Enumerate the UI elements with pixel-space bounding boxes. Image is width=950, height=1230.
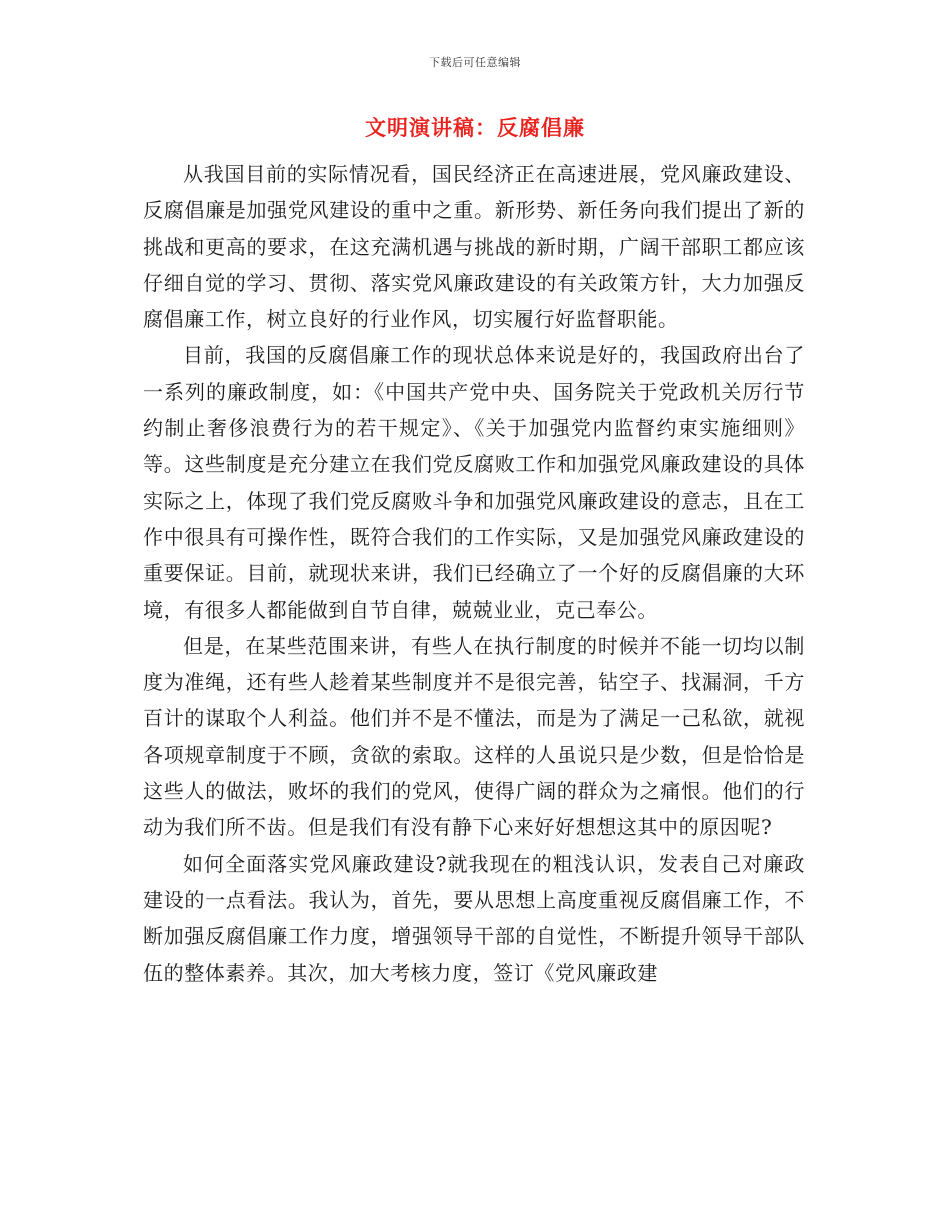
paragraph-4: 如何全面落实党风廉政建设?就我现在的粗浅认识，发表自己对廉政建设的一点看法。我认为，首先，要从思想上高度重视反腐倡廉工作，不断加强反腐倡廉工作力度，增强领导干部的自觉性，不断提升领导干部队伍的整体素养。其次，加大考核力度，签订《党风廉政建 bbox=[143, 851, 805, 985]
document-title: 文明演讲稿：反腐倡廉 bbox=[365, 115, 585, 140]
paragraph-3: 但是，在某些范围来讲，有些人在执行制度的时候并不能一切均以制度为准绳，还有些人趁着某些制度并不是很完善，钻空子、找漏洞，千方百计的谋取个人利益。他们并不是不懂法，而是为了满足一己私欲，就视各项规章制度于不顾，贪欲的索取。这样的人虽说只是少数，但是恰恰是这些人的做法，败坏的我们的党风，使得广阔的群众为之痛恨。他们的行动为我们所不齿。但是我们有没有静下心来好好想想这其中的原因呢? bbox=[143, 633, 805, 840]
header-note: 下载后可任意编辑 bbox=[429, 56, 521, 69]
document-body bbox=[143, 156, 805, 991]
paragraph-1: 从我国目前的实际情况看，国民经济正在高速进展，党风廉政建设、反腐倡廉是加强党风建设的重中之重。新形势、新任务向我们提出了新的挑战和更高的要求，在这充满机遇与挑战的新时期，广阔干部职工都应该仔细自觉的学习、贯彻、落实党风廉政建设的有关政策方针，大力加强反腐倡廉工作，树立良好的行业作风，切实履行好监督职能。 bbox=[143, 162, 805, 332]
paragraph-2: 目前，我国的反腐倡廉工作的现状总体来说是好的，我国政府出台了一系列的廉政制度，如：《中国共产党中央、国务院关于党政机关厉行节约制止奢侈浪费行为的若干规定》、《关于加强党内监督约束实施细则》等。这些制度是充分建立在我们党反腐败工作和加强党风廉政建设的具体实际之上，体现了我们党反腐败斗争和加强党风廉政建设的意志，且在工作中很具有可操作性，既符合我们的工作实际，又是加强党风廉政建设的重要保证。目前，就现状来讲，我们已经确立了一个好的反腐倡廉的大环境，有很多人都能做到自节自律，兢兢业业，克己奉公。 bbox=[143, 343, 805, 622]
